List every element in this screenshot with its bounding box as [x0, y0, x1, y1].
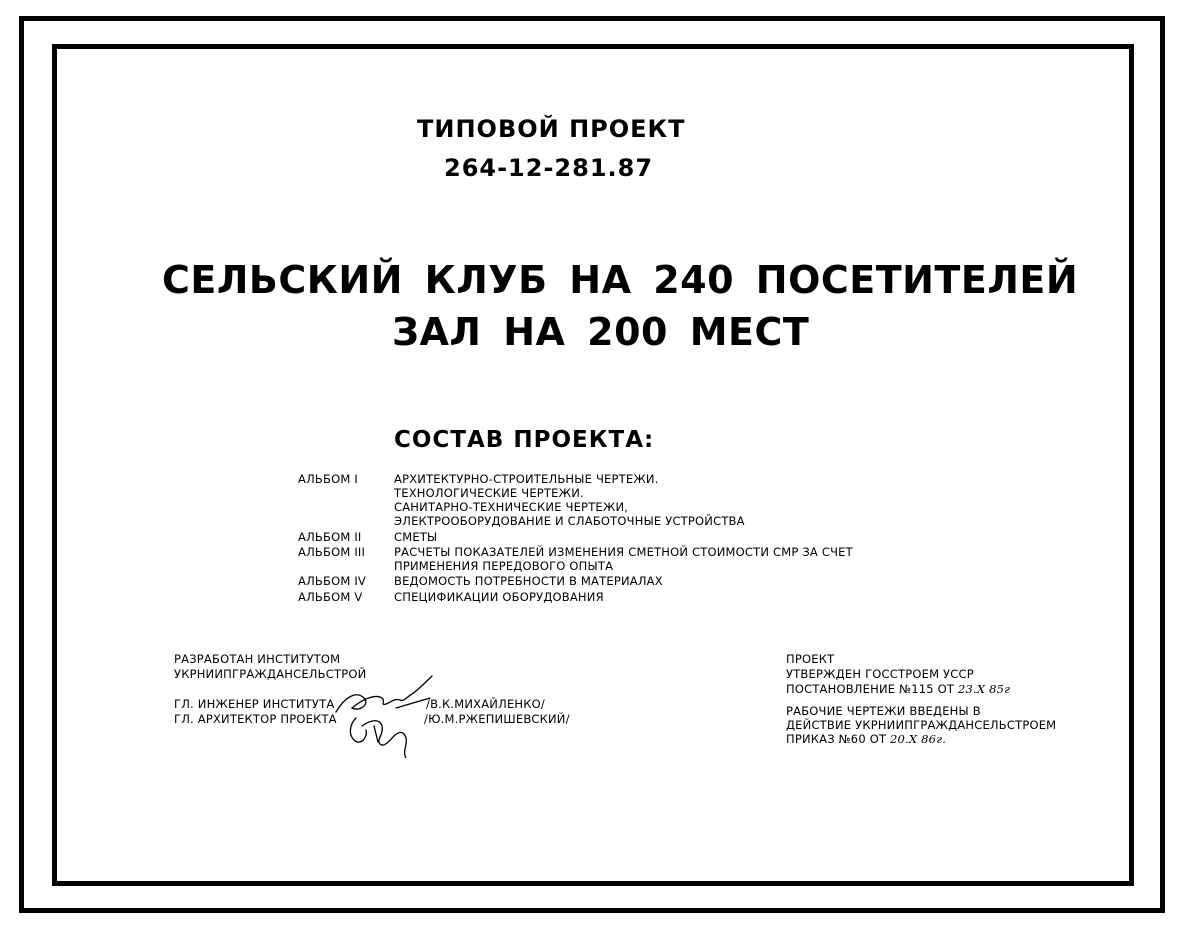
album-description: [394, 472, 745, 528]
album-row: [298, 472, 745, 528]
album-description-line: ТЕХНОЛОГИЧЕСКИЕ ЧЕРТЕЖИ.: [394, 486, 584, 500]
main-title-line2: ЗАЛ НА 200 МЕСТ: [392, 310, 810, 354]
approval-order-date: 20.Х 86г.: [890, 732, 947, 746]
developer-institute: УКРНИИПГРАЖДАНСЕЛЬСТРОЙ: [174, 667, 367, 681]
album-description-line: СМЕТЫ: [394, 530, 438, 544]
album-row: [298, 590, 604, 604]
signatures-graphic: [330, 668, 440, 758]
album-description-line: СПЕЦИФИКАЦИИ ОБОРУДОВАНИЯ: [394, 590, 604, 604]
album-description: [394, 574, 663, 588]
approval-line4: РАБОЧИЕ ЧЕРТЕЖИ ВВЕДЕНЫ В: [786, 704, 981, 718]
album-row: [298, 530, 437, 544]
approval-order-text: ПРИКАЗ №60 ОТ: [786, 732, 891, 746]
main-title-line1: СЕЛЬСКИЙ КЛУБ НА 240 ПОСЕТИТЕЛЕЙ: [162, 258, 1079, 302]
album-description-line: АРХИТЕКТУРНО-СТРОИТЕЛЬНЫЕ ЧЕРТЕЖИ.: [394, 472, 659, 486]
album-description: [394, 590, 604, 604]
architect-signature: [350, 718, 406, 758]
album-description-line: ЭЛЕКТРООБОРУДОВАНИЕ И СЛАБОТОЧНЫЕ УСТРОЙСТВА: [394, 514, 745, 528]
approval-line1: ПРОЕКТ: [786, 652, 835, 666]
album-description: [394, 530, 437, 544]
album-label: АЛЬБОМ I: [298, 472, 358, 486]
approval-resolution-date: 23.Х 85г: [958, 682, 1011, 696]
album-row: [298, 545, 853, 573]
chief-architect-role: ГЛ. АРХИТЕКТОР ПРОЕКТА: [174, 712, 337, 726]
album-description: [394, 545, 853, 573]
approval-line5: ДЕЙСТВИЕ УКРНИИПГРАЖДАНСЕЛЬСТРОЕМ: [786, 718, 1057, 732]
approval-line2: УТВЕРЖДЕН ГОССТРОЕМ УССР: [786, 667, 974, 681]
chief-architect-name: /Ю.М.РЖЕПИШЕВСКИЙ/: [424, 712, 570, 726]
album-label: АЛЬБОМ V: [298, 590, 363, 604]
album-description-line: САНИТАРНО-ТЕХНИЧЕСКИЕ ЧЕРТЕЖИ,: [394, 500, 629, 514]
approval-order: [786, 732, 946, 746]
project-number: 264-12-281.87: [444, 154, 654, 182]
project-type-label: ТИПОВОЙ ПРОЕКТ: [417, 115, 686, 143]
developer-line1: РАЗРАБОТАН ИНСТИТУТОМ: [174, 652, 341, 666]
chief-engineer-name: /В.К.МИХАЙЛЕНКО/: [426, 697, 545, 711]
composition-heading: СОСТАВ ПРОЕКТА:: [394, 427, 655, 453]
album-description-line: ВЕДОМОСТЬ ПОТРЕБНОСТИ В МАТЕРИАЛАХ: [394, 574, 663, 588]
album-label: АЛЬБОМ IV: [298, 574, 366, 588]
album-label: АЛЬБОМ II: [298, 530, 362, 544]
approval-resolution: [786, 682, 1010, 696]
approval-resolution-text: ПОСТАНОВЛЕНИЕ №115 ОТ: [786, 682, 958, 696]
album-label: АЛЬБОМ III: [298, 545, 366, 559]
engineer-signature: [336, 676, 432, 712]
chief-engineer-role: ГЛ. ИНЖЕНЕР ИНСТИТУТА: [174, 697, 335, 711]
album-row: [298, 574, 663, 588]
album-description-line: РАСЧЕТЫ ПОКАЗАТЕЛЕЙ ИЗМЕНЕНИЯ СМЕТНОЙ СТОИМОСТИ СМР ЗА СЧЕТ: [394, 545, 853, 559]
album-description-line: ПРИМЕНЕНИЯ ПЕРЕДОВОГО ОПЫТА: [394, 559, 614, 573]
